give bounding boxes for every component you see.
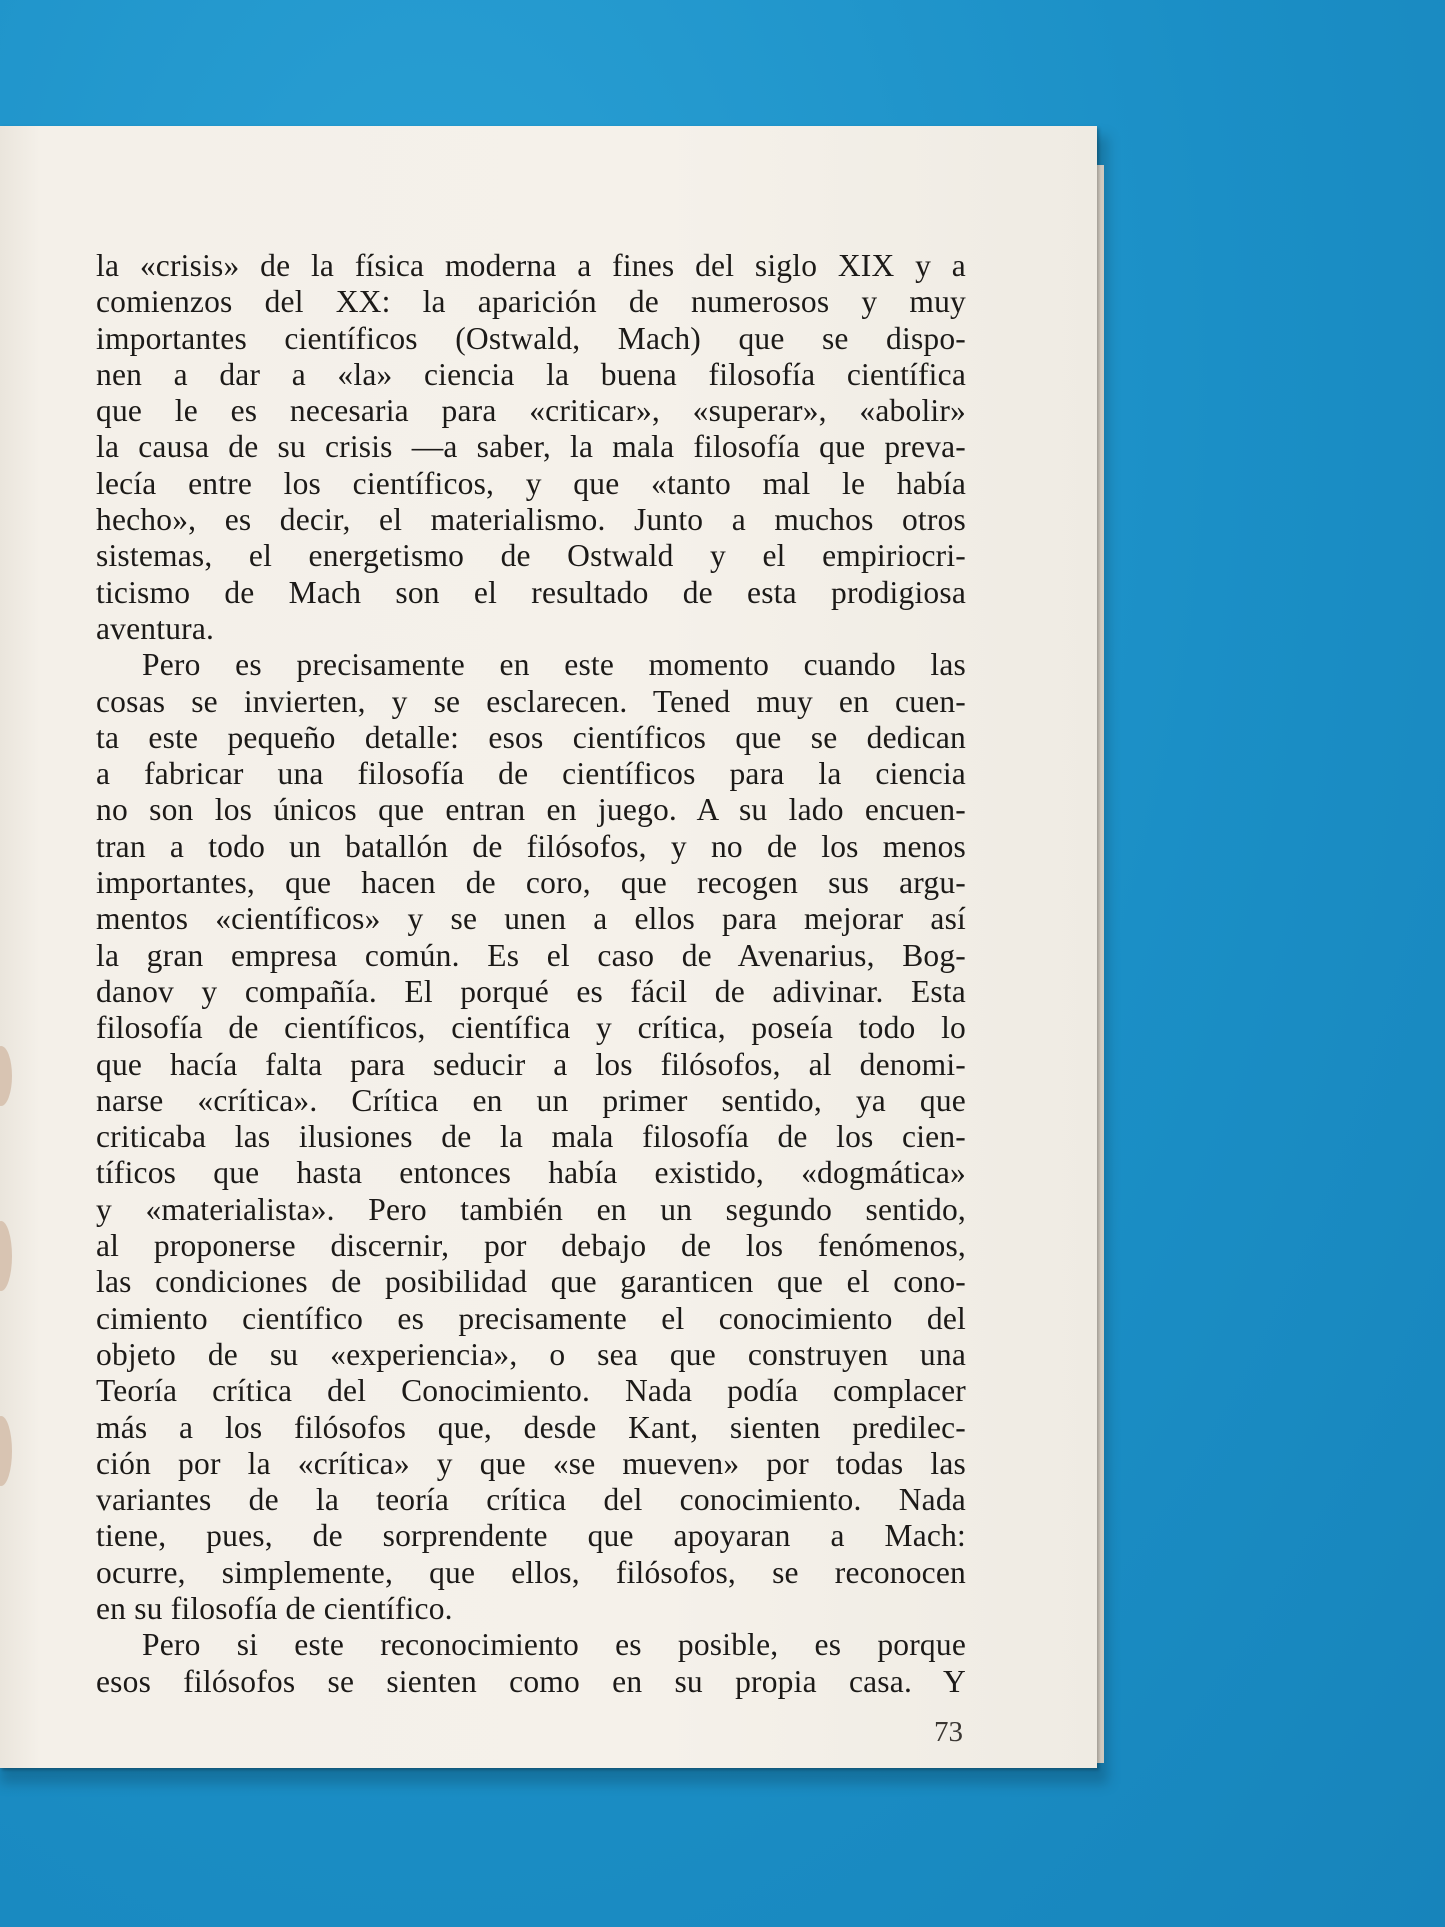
page-number: 73 bbox=[934, 1716, 963, 1748]
text-line: cimiento científico es precisamente el conocimiento del bbox=[96, 1300, 966, 1336]
text-line: que hacía falta para seducir a los filósofos, al denomi- bbox=[96, 1046, 966, 1082]
text-line: las condiciones de posibilidad que garanticen que el cono- bbox=[96, 1264, 966, 1300]
text-line: filosofía de científicos, científica y crítica, poseía todo lo bbox=[96, 1010, 966, 1046]
text-line: nen a dar a «la» ciencia la buena filosofía científica bbox=[96, 356, 966, 392]
text-line: no son los únicos que entran en juego. A su lado encuen- bbox=[96, 792, 966, 828]
text-line: que le es necesaria para «criticar», «superar», «abolir» bbox=[96, 393, 966, 429]
text-line: esos filósofos se sienten como en su propia casa. Y bbox=[96, 1663, 966, 1699]
text-line: tiene, pues, de sorprendente que apoyaran a Mach: bbox=[96, 1518, 966, 1554]
text-line: cosas se invierten, y se esclarecen. Tened muy en cuen- bbox=[96, 683, 966, 719]
text-line: ta este pequeño detalle: esos científicos que se dedican bbox=[96, 719, 966, 755]
text-line: comienzos del XX: la aparición de numerosos y muy bbox=[96, 284, 966, 320]
binding-marks bbox=[0, 1046, 14, 1446]
text-line: a fabricar una filosofía de científicos para la ciencia bbox=[96, 756, 966, 792]
text-line: tíficos que hasta entonces había existido, «dogmática» bbox=[96, 1155, 966, 1191]
text-line: narse «crítica». Crítica en un primer sentido, ya que bbox=[96, 1082, 966, 1118]
book-page bbox=[0, 126, 1097, 1768]
text-line: al proponerse discernir, por debajo de los fenómenos, bbox=[96, 1228, 966, 1264]
text-line: y «materialista». Pero también en un segundo sentido, bbox=[96, 1191, 966, 1227]
text-line: ocurre, simplemente, que ellos, filósofos, se reconocen bbox=[96, 1554, 966, 1590]
text-line: la causa de su crisis —a saber, la mala filosofía que preva- bbox=[96, 429, 966, 465]
paragraph-first-line: Pero si este reconocimiento es posible, es porque bbox=[142, 1627, 966, 1663]
text-line: en su filosofía de científico. bbox=[96, 1590, 453, 1626]
text-line: objeto de su «experiencia», o sea que construyen una bbox=[96, 1336, 966, 1372]
text-line: Teoría crítica del Conocimiento. Nada podía complacer bbox=[96, 1373, 966, 1409]
text-line: hecho», es decir, el materialismo. Junto a muchos otros bbox=[96, 502, 966, 538]
text-line: ticismo de Mach son el resultado de esta prodigiosa bbox=[96, 574, 966, 610]
text-line: la «crisis» de la física moderna a fines del siglo XIX y a bbox=[96, 248, 966, 283]
text-line: tran a todo un batallón de filósofos, y no de los menos bbox=[96, 828, 966, 864]
text-line: variantes de la teoría crítica del conocimiento. Nada bbox=[96, 1482, 966, 1518]
text-line: la gran empresa común. Es el caso de Avenarius, Bog- bbox=[96, 937, 966, 973]
text-line: importantes, que hacen de coro, que recogen sus argu- bbox=[96, 865, 966, 901]
text-line: aventura. bbox=[96, 610, 215, 646]
text-line: mentos «científicos» y se unen a ellos para mejorar así bbox=[96, 901, 966, 937]
text-line: ción por la «crítica» y que «se mueven» por todas las bbox=[96, 1445, 966, 1481]
text-line: sistemas, el energetismo de Ostwald y el empiriocri- bbox=[96, 538, 966, 574]
text-line: danov y compañía. El porqué es fácil de adivinar. Esta bbox=[96, 973, 966, 1009]
text-line: lecía entre los científicos, y que «tanto mal le había bbox=[96, 465, 966, 501]
body-text bbox=[96, 248, 966, 1700]
text-line: más a los filósofos que, desde Kant, sienten predilec- bbox=[96, 1409, 966, 1445]
text-line: importantes científicos (Ostwald, Mach) que se dispo- bbox=[96, 320, 966, 356]
text-line: criticaba las ilusiones de la mala filosofía de los cien- bbox=[96, 1119, 966, 1155]
paragraph-first-line: Pero es precisamente en este momento cuando las bbox=[142, 647, 966, 683]
